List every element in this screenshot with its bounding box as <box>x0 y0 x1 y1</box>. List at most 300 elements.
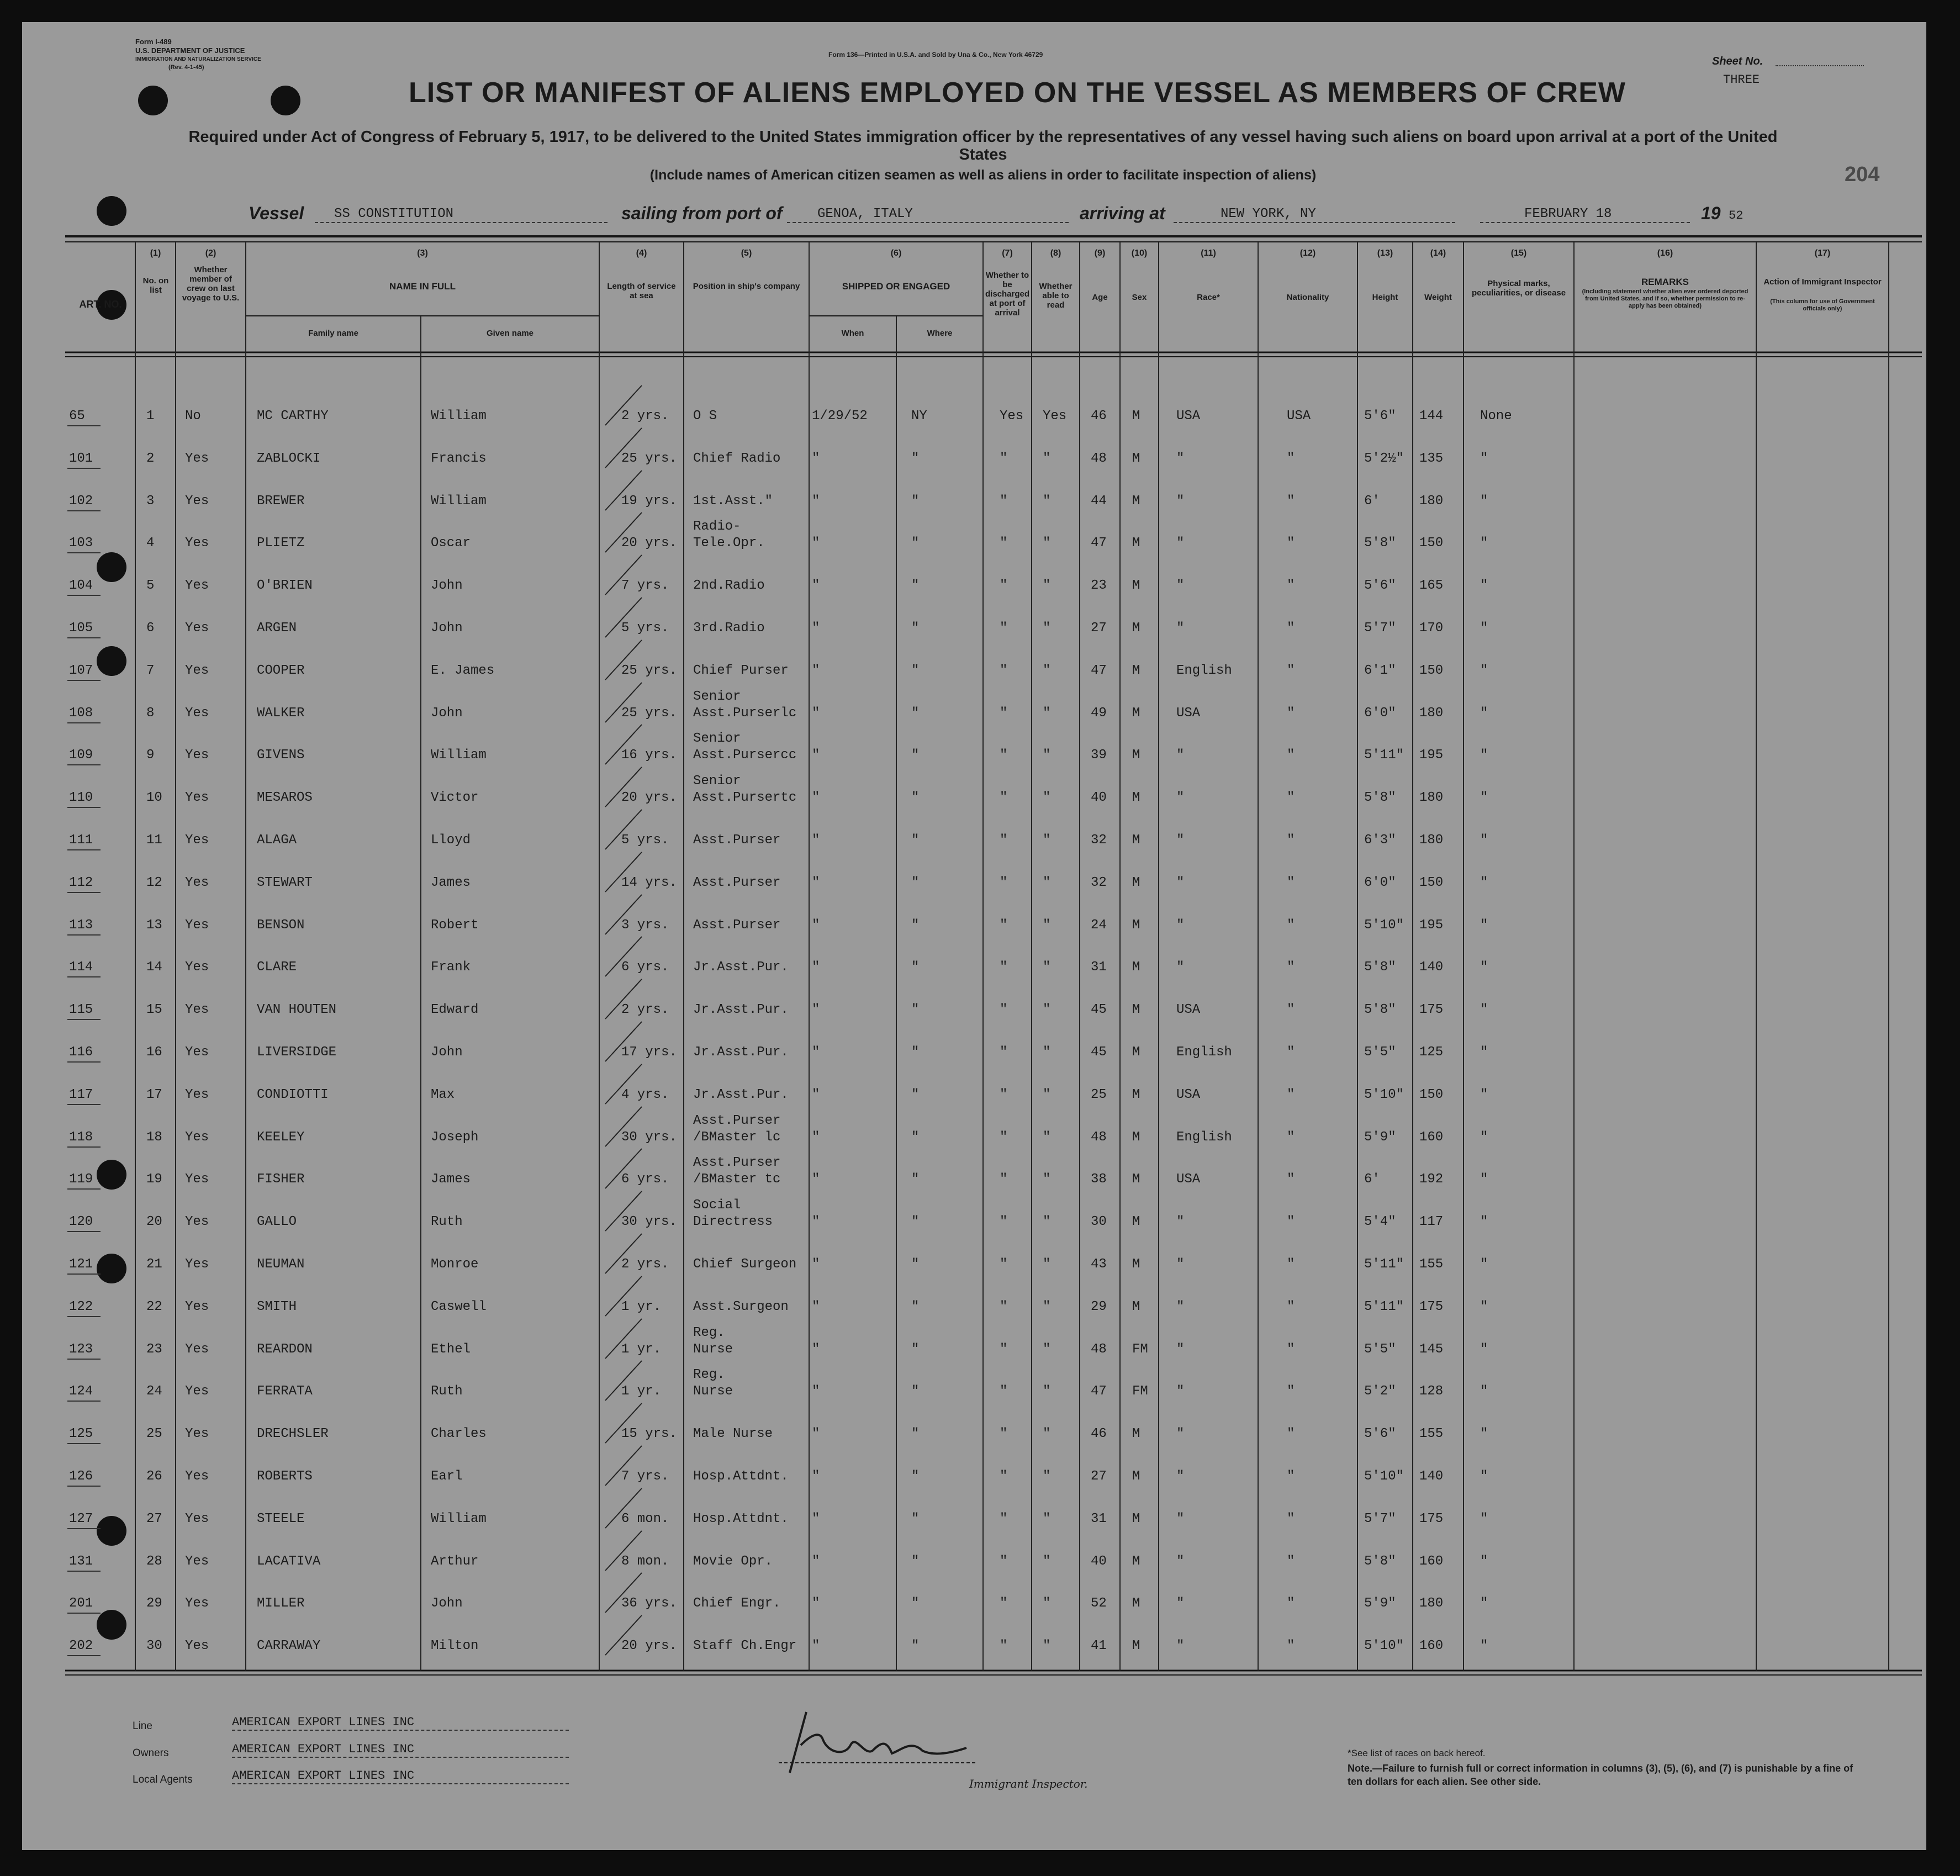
col-name-in-full: NAME IN FULL <box>389 281 456 292</box>
cell-shipped-when: " <box>812 790 820 806</box>
cell-shipped-where: " <box>911 705 920 721</box>
cell-nationality: " <box>1287 1384 1295 1399</box>
cell-given-name: William <box>431 493 487 509</box>
page-title: LIST OR MANIFEST OF ALIENS EMPLOYED ON THE VESSEL AS MEMBERS OF CREW <box>409 77 1626 109</box>
cell-height: 5'8" <box>1364 536 1396 551</box>
cell-shipped-where: " <box>911 1469 920 1484</box>
cell-age: 49 <box>1091 705 1107 721</box>
cell-family-name: NEUMAN <box>257 1257 305 1272</box>
cell-height: 5'10" <box>1364 1639 1404 1654</box>
col-remarks: REMARKS <box>1641 277 1689 287</box>
cell-age: 48 <box>1091 1341 1107 1357</box>
art-underline <box>67 637 101 638</box>
cell-family-name: LIVERSIDGE <box>257 1045 337 1060</box>
cell-family-name: FISHER <box>257 1172 305 1187</box>
cell-shipped-when: " <box>812 1087 820 1102</box>
cell-list-number: 11 <box>146 833 162 848</box>
cell-race: " <box>1176 621 1185 636</box>
col-17-number: (17) <box>1814 249 1831 258</box>
cell-shipped-when: " <box>812 875 820 890</box>
cell-shipped-when: " <box>812 1299 820 1314</box>
cell-sex: M <box>1132 621 1140 636</box>
cell-sex: M <box>1132 451 1140 466</box>
col-weight: Weight <box>1424 293 1452 302</box>
col-position: Position in ship's company <box>693 282 800 291</box>
cell-position-line2: Asst.Pursertc <box>693 790 797 806</box>
cell-list-number: 22 <box>146 1299 162 1314</box>
cell-last-voyage: Yes <box>185 1257 209 1272</box>
cell-nationality: " <box>1287 1172 1295 1187</box>
cell-discharged: " <box>1000 663 1008 678</box>
cell-sex: M <box>1132 705 1140 721</box>
cell-last-voyage: Yes <box>185 705 209 721</box>
cell-sex: FM <box>1132 1384 1148 1399</box>
line-value: AMERICAN EXPORT LINES INC <box>232 1715 415 1729</box>
cell-weight: 170 <box>1419 621 1444 636</box>
cell-race: USA <box>1176 705 1201 721</box>
col-1-number: (1) <box>150 249 161 258</box>
cell-last-voyage: Yes <box>185 451 209 466</box>
cell-art-number: 118 <box>69 1129 93 1145</box>
cell-nationality: " <box>1287 578 1295 594</box>
cell-last-voyage: Yes <box>185 1002 209 1018</box>
cell-shipped-when: " <box>812 1045 820 1060</box>
cell-height: 5'8" <box>1364 960 1396 975</box>
cell-family-name: CARRAWAY <box>257 1639 321 1654</box>
cell-nationality: " <box>1287 790 1295 806</box>
cell-age: 45 <box>1091 1045 1107 1060</box>
cell-discharged: " <box>1000 1384 1008 1399</box>
cell-nationality: " <box>1287 748 1295 763</box>
cell-discharged: " <box>1000 1002 1008 1018</box>
col-14-number: (14) <box>1430 249 1446 258</box>
col-inspector-note: (This column for use of Government officials only) <box>1770 298 1875 312</box>
cell-list-number: 16 <box>146 1045 162 1060</box>
cell-height: 5'5" <box>1364 1341 1396 1357</box>
cell-weight: 160 <box>1419 1129 1444 1145</box>
cell-family-name: GIVENS <box>257 748 305 763</box>
col-7-number: (7) <box>1002 249 1013 258</box>
cell-age: 30 <box>1091 1214 1107 1230</box>
cell-discharged: " <box>1000 1129 1008 1145</box>
cell-physical-marks: " <box>1480 1553 1488 1569</box>
cell-family-name: DRECHSLER <box>257 1426 329 1442</box>
sailing-port: GENOA, ITALY <box>817 207 913 221</box>
col-nationality: Nationality <box>1286 293 1329 302</box>
legal-note <box>1348 1762 1867 1788</box>
cell-height: 5'10" <box>1364 1469 1404 1484</box>
cell-weight: 180 <box>1419 1596 1444 1611</box>
cell-service-length: 7 yrs. <box>621 578 669 594</box>
cell-list-number: 25 <box>146 1426 162 1442</box>
cell-shipped-when: " <box>812 1002 820 1018</box>
cell-given-name: James <box>431 875 471 890</box>
col-15-number: (15) <box>1510 249 1527 258</box>
cell-service-length: 7 yrs. <box>621 1469 669 1484</box>
cell-position: Chief Surgeon <box>693 1257 797 1272</box>
cell-given-name: John <box>431 1596 463 1611</box>
cell-position: Asst.Purser <box>693 917 781 933</box>
cell-weight: 140 <box>1419 960 1444 975</box>
cell-shipped-where: " <box>911 1511 920 1526</box>
col-5-number: (5) <box>741 249 752 258</box>
cell-able-to-read: " <box>1043 1129 1051 1145</box>
art-underline <box>67 1359 101 1360</box>
cell-list-number: 17 <box>146 1087 162 1102</box>
cell-physical-marks: None <box>1480 409 1512 424</box>
cell-able-to-read: " <box>1043 875 1051 890</box>
cell-position-line2: Nurse <box>693 1384 733 1399</box>
cell-race: " <box>1176 960 1185 975</box>
cell-able-to-read: " <box>1043 1045 1051 1060</box>
cell-race: " <box>1176 917 1185 933</box>
cell-position-line2: Asst.Pursercc <box>693 748 797 763</box>
cell-position: Jr.Asst.Pur. <box>693 1087 789 1102</box>
art-underline <box>67 425 101 426</box>
cell-weight: 128 <box>1419 1384 1444 1399</box>
cell-list-number: 28 <box>146 1553 162 1569</box>
cell-age: 44 <box>1091 493 1107 509</box>
cell-list-number: 6 <box>146 621 155 636</box>
cell-shipped-where: " <box>911 493 920 509</box>
cell-able-to-read: " <box>1043 1469 1051 1484</box>
cell-given-name: Max <box>431 1087 455 1102</box>
cell-family-name: VAN HOUTEN <box>257 1002 337 1018</box>
cell-weight: 150 <box>1419 536 1444 551</box>
cell-position-line2: /BMaster lc <box>693 1129 781 1145</box>
art-underline <box>67 849 101 850</box>
cell-weight: 155 <box>1419 1426 1444 1442</box>
cell-able-to-read: " <box>1043 1172 1051 1187</box>
cell-height: 5'11" <box>1364 1299 1404 1314</box>
cell-art-number: 117 <box>69 1087 93 1102</box>
cell-race: " <box>1176 578 1185 594</box>
cell-shipped-when: " <box>812 748 820 763</box>
cell-list-number: 9 <box>146 748 155 763</box>
sailing-label: sailing from port of <box>621 203 783 223</box>
cell-last-voyage: Yes <box>185 917 209 933</box>
cell-given-name: Joseph <box>431 1129 479 1145</box>
cell-race: English <box>1176 663 1232 678</box>
cell-last-voyage: Yes <box>185 790 209 806</box>
cell-sex: M <box>1132 493 1140 509</box>
cell-given-name: John <box>431 621 463 636</box>
cell-shipped-when: " <box>812 663 820 678</box>
art-underline <box>67 595 101 596</box>
cell-race: " <box>1176 1257 1185 1272</box>
cell-physical-marks: " <box>1480 1172 1488 1187</box>
cell-height: 6'0" <box>1364 875 1396 890</box>
cell-position: Staff Ch.Engr <box>693 1639 797 1654</box>
cell-physical-marks: " <box>1480 1341 1488 1357</box>
col-10-number: (10) <box>1131 249 1148 258</box>
cell-position: O S <box>693 409 717 424</box>
col-where: Where <box>927 329 953 338</box>
cell-weight: 145 <box>1419 1341 1444 1357</box>
cell-nationality: " <box>1287 1129 1295 1145</box>
cell-discharged: " <box>1000 960 1008 975</box>
cell-physical-marks: " <box>1480 705 1488 721</box>
cell-family-name: MC CARTHY <box>257 409 329 424</box>
cell-physical-marks: " <box>1480 1469 1488 1484</box>
cell-able-to-read: " <box>1043 621 1051 636</box>
check-mark-icon <box>602 1611 646 1661</box>
cell-given-name: William <box>431 409 487 424</box>
cell-able-to-read: " <box>1043 1384 1051 1399</box>
cell-discharged: " <box>1000 1553 1008 1569</box>
cell-age: 48 <box>1091 1129 1107 1145</box>
cell-shipped-where: " <box>911 1214 920 1230</box>
cell-nationality: " <box>1287 621 1295 636</box>
cell-race: USA <box>1176 1002 1201 1018</box>
page-subnote: (Include names of American citizen seamen as well as aliens in order to facilitate inspection of aliens) <box>649 167 1317 183</box>
col-13-number: (13) <box>1377 249 1393 258</box>
cell-shipped-where: " <box>911 536 920 551</box>
cell-last-voyage: Yes <box>185 833 209 848</box>
cell-race: English <box>1176 1045 1232 1060</box>
cell-discharged: " <box>1000 1596 1008 1611</box>
cell-height: 5'11" <box>1364 748 1404 763</box>
cell-family-name: ALAGA <box>257 833 297 848</box>
cell-position: Asst.Surgeon <box>693 1299 789 1314</box>
cell-position: Movie Opr. <box>693 1553 773 1569</box>
cell-weight: 192 <box>1419 1172 1444 1187</box>
cell-sex: M <box>1132 409 1140 424</box>
cell-list-number: 26 <box>146 1469 162 1484</box>
cell-given-name: Caswell <box>431 1299 487 1314</box>
cell-service-length: 25 yrs. <box>621 705 677 721</box>
cell-discharged: " <box>1000 1257 1008 1272</box>
cell-sex: M <box>1132 790 1140 806</box>
cell-able-to-read: " <box>1043 1257 1051 1272</box>
cell-age: 46 <box>1091 409 1107 424</box>
cell-sex: M <box>1132 1426 1140 1442</box>
arriving-port: NEW YORK, NY <box>1221 207 1316 221</box>
art-underline <box>67 1188 101 1190</box>
cell-given-name: James <box>431 1172 471 1187</box>
cell-height: 5'9" <box>1364 1129 1396 1145</box>
cell-height: 5'2" <box>1364 1384 1396 1399</box>
cell-art-number: 114 <box>69 960 93 975</box>
cell-discharged: " <box>1000 1172 1008 1187</box>
cell-art-number: 119 <box>69 1172 93 1187</box>
cell-given-name: Francis <box>431 451 487 466</box>
cell-sex: FM <box>1132 1341 1148 1357</box>
cell-sex: M <box>1132 1214 1140 1230</box>
cell-physical-marks: " <box>1480 663 1488 678</box>
cell-sex: M <box>1132 1257 1140 1272</box>
cell-service-length: 25 yrs. <box>621 663 677 678</box>
cell-sex: M <box>1132 1299 1140 1314</box>
cell-last-voyage: Yes <box>185 1596 209 1611</box>
cell-family-name: STEWART <box>257 875 313 890</box>
cell-sex: M <box>1132 1172 1140 1187</box>
cell-shipped-where: " <box>911 1384 920 1399</box>
cell-position: 2nd.Radio <box>693 578 765 594</box>
cell-height: 5'6" <box>1364 578 1396 594</box>
cell-age: 48 <box>1091 451 1107 466</box>
cell-shipped-when: " <box>812 1384 820 1399</box>
cell-given-name: John <box>431 578 463 594</box>
cell-position: Jr.Asst.Pur. <box>693 1045 789 1060</box>
cell-last-voyage: Yes <box>185 1639 209 1654</box>
cell-art-number: 125 <box>69 1426 93 1442</box>
art-underline <box>67 764 101 765</box>
cell-age: 31 <box>1091 1511 1107 1526</box>
cell-position: Asst.Purser <box>693 833 781 848</box>
cell-weight: 144 <box>1419 409 1444 424</box>
art-underline <box>67 1146 101 1148</box>
cell-art-number: 120 <box>69 1214 93 1230</box>
cell-race: " <box>1176 536 1185 551</box>
cell-nationality: " <box>1287 663 1295 678</box>
cell-physical-marks: " <box>1480 1045 1488 1060</box>
cell-nationality: " <box>1287 1045 1295 1060</box>
cell-sex: M <box>1132 1639 1140 1654</box>
cell-discharged: " <box>1000 1087 1008 1102</box>
cell-list-number: 19 <box>146 1172 162 1187</box>
cell-shipped-where: " <box>911 790 920 806</box>
cell-service-length: 14 yrs. <box>621 875 677 890</box>
art-underline <box>67 1486 101 1487</box>
cell-art-number: 121 <box>69 1257 93 1272</box>
cell-age: 38 <box>1091 1172 1107 1187</box>
cell-shipped-where: " <box>911 1045 920 1060</box>
cell-service-length: 3 yrs. <box>621 917 669 933</box>
cell-weight: 180 <box>1419 493 1444 509</box>
col-shipped-engaged: SHIPPED OR ENGAGED <box>842 281 950 292</box>
cell-family-name: CONDIOTTI <box>257 1087 329 1102</box>
cell-sex: M <box>1132 663 1140 678</box>
cell-age: 40 <box>1091 1553 1107 1569</box>
cell-family-name: COOPER <box>257 663 305 678</box>
cell-list-number: 14 <box>146 960 162 975</box>
art-underline <box>67 1019 101 1020</box>
cell-last-voyage: Yes <box>185 493 209 509</box>
cell-art-number: 108 <box>69 705 93 721</box>
cell-art-number: 102 <box>69 493 93 509</box>
cell-able-to-read: " <box>1043 1639 1051 1654</box>
cell-list-number: 4 <box>146 536 155 551</box>
cell-list-number: 7 <box>146 663 155 678</box>
cell-race: " <box>1176 1511 1185 1526</box>
cell-given-name: Ruth <box>431 1384 463 1399</box>
cell-race: " <box>1176 451 1185 466</box>
cell-given-name: Arthur <box>431 1553 479 1569</box>
cell-discharged: " <box>1000 1426 1008 1442</box>
cell-art-number: 109 <box>69 748 93 763</box>
cell-list-number: 23 <box>146 1341 162 1357</box>
cell-race: USA <box>1176 1172 1201 1187</box>
cell-service-length: 1 yr. <box>621 1299 662 1314</box>
cell-shipped-where: NY <box>911 409 927 424</box>
cell-sex: M <box>1132 1596 1140 1611</box>
cell-list-number: 2 <box>146 451 155 466</box>
races-note: *See list of races on back hereof. <box>1348 1748 1486 1758</box>
art-underline <box>67 1613 101 1614</box>
cell-race: " <box>1176 1639 1185 1654</box>
cell-nationality: " <box>1287 1257 1295 1272</box>
cell-age: 47 <box>1091 536 1107 551</box>
cell-race: " <box>1176 1553 1185 1569</box>
cell-service-length: 25 yrs. <box>621 451 677 466</box>
cell-position-line2: Nurse <box>693 1341 733 1357</box>
cell-list-number: 8 <box>146 705 155 721</box>
cell-given-name: Frank <box>431 960 471 975</box>
cell-nationality: " <box>1287 1299 1295 1314</box>
cell-race: English <box>1176 1129 1232 1145</box>
cell-race: " <box>1176 1214 1185 1230</box>
cell-last-voyage: Yes <box>185 1469 209 1484</box>
cell-given-name: Lloyd <box>431 833 471 848</box>
art-underline <box>67 976 101 977</box>
cell-service-length: 6 yrs. <box>621 1172 669 1187</box>
cell-discharged: " <box>1000 1511 1008 1526</box>
cell-discharged: Yes <box>1000 409 1024 424</box>
cell-position: Jr.Asst.Pur. <box>693 1002 789 1018</box>
cell-height: 6' <box>1364 493 1380 509</box>
col-3-number: (3) <box>417 249 428 258</box>
cell-service-length: 5 yrs. <box>621 833 669 848</box>
cell-able-to-read: " <box>1043 493 1051 509</box>
cell-shipped-where: " <box>911 451 920 466</box>
cell-weight: 175 <box>1419 1002 1444 1018</box>
cell-last-voyage: Yes <box>185 1087 209 1102</box>
cell-age: 40 <box>1091 790 1107 806</box>
art-underline <box>67 1104 101 1105</box>
cell-position: Hosp.Attdnt. <box>693 1469 789 1484</box>
cell-position: Senior <box>693 774 741 789</box>
cell-height: 5'10" <box>1364 917 1404 933</box>
cell-list-number: 24 <box>146 1384 162 1399</box>
cell-position: Reg. <box>693 1325 725 1340</box>
cell-given-name: Monroe <box>431 1257 479 1272</box>
cell-position: Hosp.Attdnt. <box>693 1511 789 1526</box>
cell-art-number: 103 <box>69 536 93 551</box>
col-8-number: (8) <box>1050 249 1061 258</box>
cell-age: 31 <box>1091 960 1107 975</box>
cell-given-name: William <box>431 748 487 763</box>
cell-physical-marks: " <box>1480 493 1488 509</box>
cell-weight: 180 <box>1419 790 1444 806</box>
cell-sex: M <box>1132 1045 1140 1060</box>
cell-height: 5'8" <box>1364 1002 1396 1018</box>
inspector-label: Immigrant Inspector. <box>969 1777 1088 1790</box>
cell-art-number: 123 <box>69 1341 93 1357</box>
arrival-date: FEBRUARY 18 <box>1524 207 1612 221</box>
cell-shipped-when: " <box>812 1172 820 1187</box>
col-age: Age <box>1092 293 1108 302</box>
cell-service-length: 30 yrs. <box>621 1129 677 1145</box>
cell-position: Chief Engr. <box>693 1596 781 1611</box>
cell-given-name: Milton <box>431 1639 479 1654</box>
art-underline <box>67 1231 101 1232</box>
cell-weight: 160 <box>1419 1639 1444 1654</box>
form-code: Form I-489 <box>135 38 172 46</box>
cell-able-to-read: " <box>1043 1511 1051 1526</box>
cell-discharged: " <box>1000 493 1008 509</box>
cell-weight: 150 <box>1419 663 1444 678</box>
cell-service-length: 6 mon. <box>621 1511 669 1526</box>
cell-race: " <box>1176 1299 1185 1314</box>
cell-race: " <box>1176 1384 1185 1399</box>
cell-nationality: " <box>1287 1469 1295 1484</box>
cell-shipped-where: " <box>911 917 920 933</box>
cell-physical-marks: " <box>1480 875 1488 890</box>
cell-able-to-read: " <box>1043 917 1051 933</box>
cell-list-number: 15 <box>146 1002 162 1018</box>
arrival-year: 52 <box>1729 209 1744 223</box>
